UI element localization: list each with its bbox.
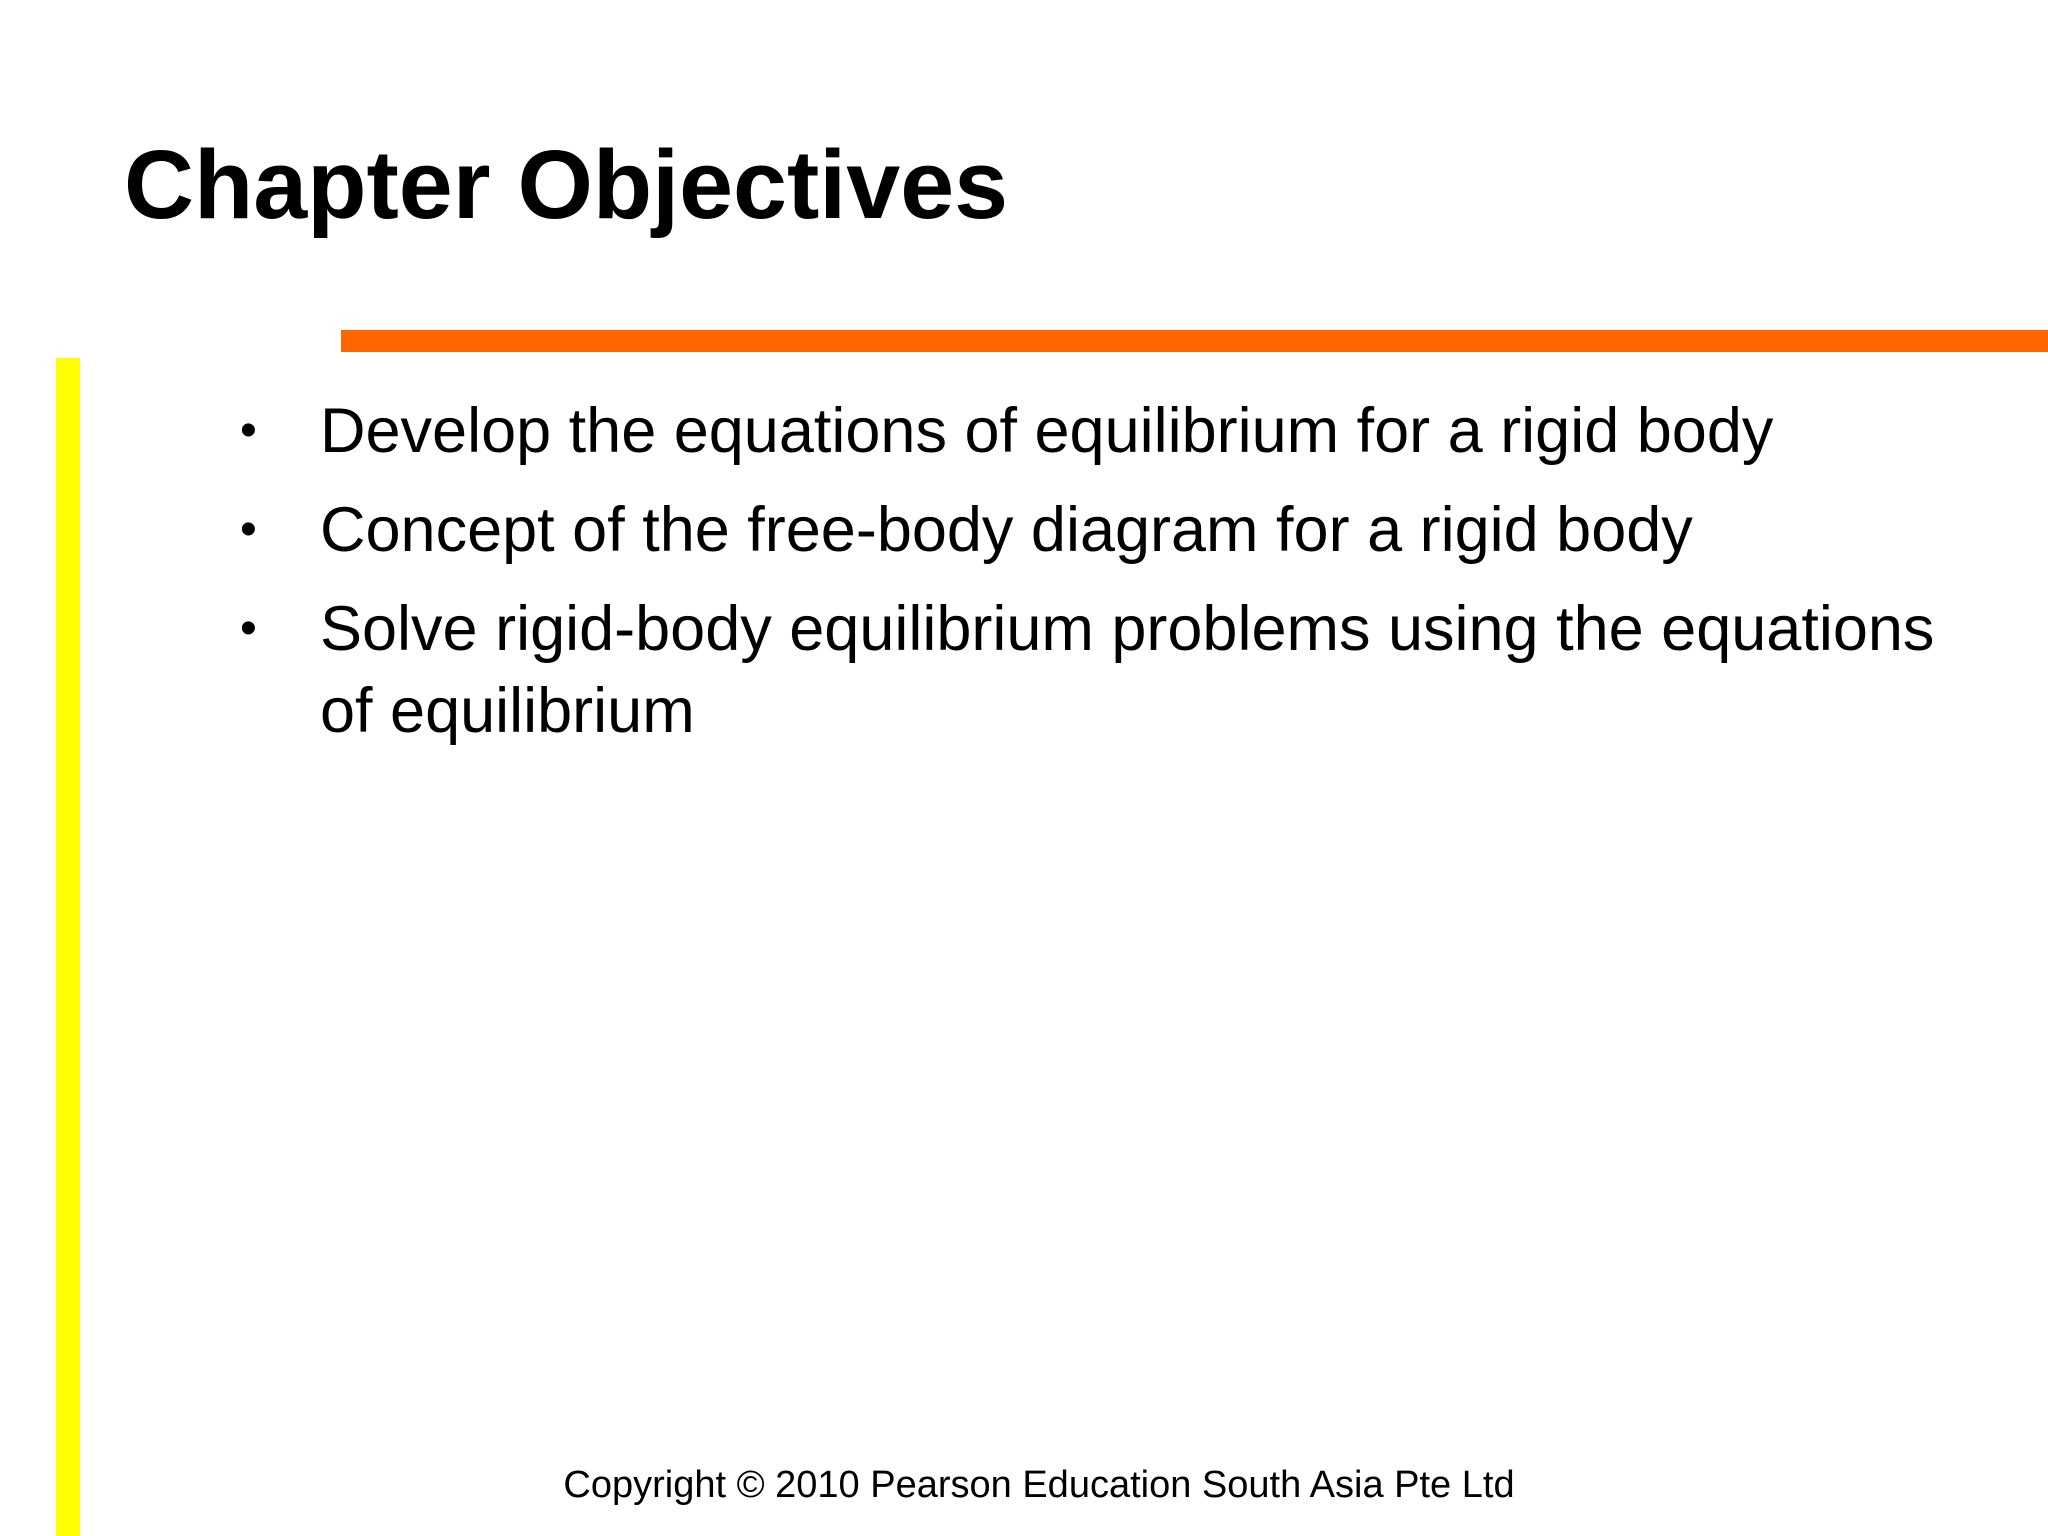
orange-divider [341,330,2048,352]
slide-title: Chapter Objectives [124,130,1009,239]
bullet-icon: • [240,404,257,457]
list-item [240,588,1960,752]
bullet-text: Develop the equations of equilibrium for a rigid body [320,396,1774,466]
bullet-icon: • [240,602,257,655]
objectives-list [240,390,1960,769]
bullet-text: Solve rigid-body equilibrium problems using the equations of equilibrium [320,594,1935,746]
list-item [240,489,1960,571]
bullet-text: Concept of the free-body diagram for a rigid body [320,495,1693,565]
copyright-footer: Copyright © 2010 Pearson Education South Asia Pte Ltd [563,1464,1515,1506]
list-item [240,390,1960,472]
yellow-side-bar [56,358,80,1536]
bullet-icon: • [240,503,257,556]
